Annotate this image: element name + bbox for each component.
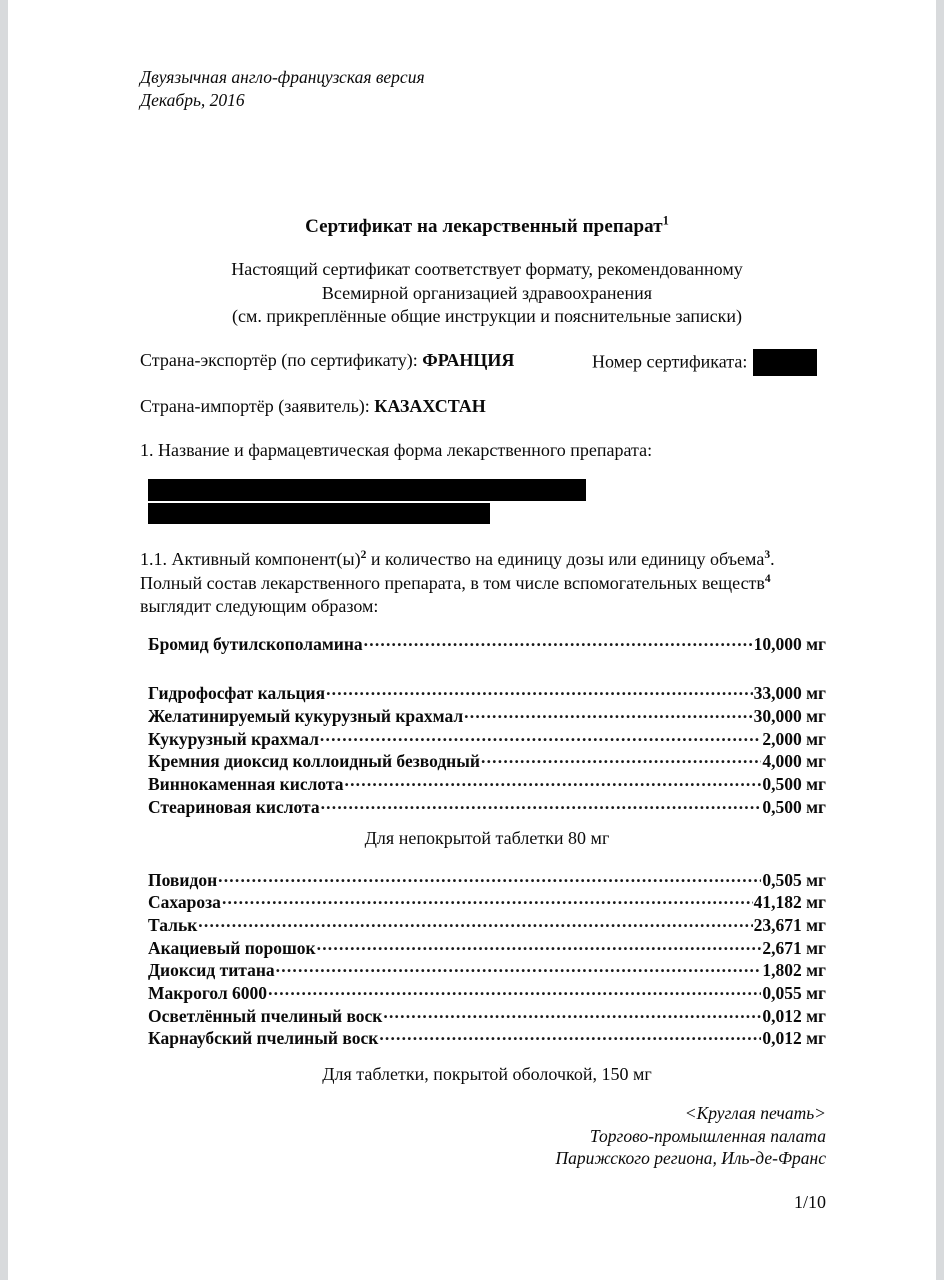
importer-country-label: Страна-импортёр (заявитель): bbox=[140, 396, 370, 416]
ingredient-amount: 0,012 мг bbox=[762, 1005, 826, 1026]
dot-leader bbox=[383, 1004, 761, 1022]
coating-ingredients-list bbox=[148, 868, 826, 1050]
ingredient-row bbox=[148, 959, 826, 982]
document-page bbox=[8, 0, 936, 1280]
dot-leader bbox=[222, 891, 753, 909]
ingredient-row bbox=[148, 936, 826, 959]
footnote-marker-2: 2 bbox=[360, 549, 367, 561]
section-1-1-line1-c: . bbox=[770, 549, 775, 569]
ingredient-name: Осветлённый пчелиный воск bbox=[148, 1005, 383, 1026]
ingredient-name: Бромид бутилскополамина bbox=[148, 633, 363, 654]
ingredient-name: Гидрофосфат кальция bbox=[148, 683, 326, 704]
certificate-number-redaction-box bbox=[753, 349, 817, 376]
ingredient-name: Тальк bbox=[148, 914, 198, 935]
ingredient-name: Сахароза bbox=[148, 892, 221, 913]
ingredient-row bbox=[148, 891, 826, 914]
product-name-redaction-bar-2 bbox=[148, 503, 490, 524]
dot-leader bbox=[317, 936, 762, 954]
ingredient-row bbox=[148, 750, 826, 773]
dot-leader bbox=[268, 982, 761, 1000]
ingredient-row bbox=[148, 913, 826, 936]
ingredient-row bbox=[148, 795, 826, 818]
ingredient-row bbox=[148, 868, 826, 891]
page-right-margin-strip bbox=[936, 0, 944, 1280]
exporter-country-label: Страна-экспортёр (по сертификату): bbox=[140, 350, 418, 370]
ingredient-row bbox=[148, 1004, 826, 1027]
intro-line-1: Настоящий сертификат соответствует формату, рекомендованному bbox=[231, 259, 743, 279]
ingredient-name: Акациевый порошок bbox=[148, 937, 316, 958]
section-1-1-line1-b: и количество на единицу дозы или единицу объема bbox=[366, 549, 765, 569]
ingredient-name: Желатинируемый кукурузный крахмал bbox=[148, 705, 464, 726]
dot-leader bbox=[364, 632, 753, 650]
importer-country-row bbox=[140, 396, 486, 417]
exporter-country-value: ФРАНЦИЯ bbox=[422, 350, 515, 370]
dot-leader bbox=[218, 868, 761, 886]
intro-paragraph bbox=[140, 258, 834, 329]
ingredient-amount: 41,182 мг bbox=[753, 892, 826, 913]
dot-leader bbox=[481, 750, 761, 768]
dot-leader bbox=[345, 773, 762, 791]
ingredient-amount: 10,000 мг bbox=[753, 633, 826, 654]
ingredient-name: Диоксид титана bbox=[148, 960, 275, 981]
dot-leader bbox=[379, 1027, 761, 1045]
ingredient-amount: 0,012 мг bbox=[762, 1028, 826, 1049]
ingredient-amount: 2,671 мг bbox=[762, 937, 826, 958]
ingredient-row bbox=[148, 773, 826, 796]
dot-leader bbox=[321, 795, 762, 813]
ingredient-row bbox=[148, 632, 826, 655]
ingredient-amount: 1,802 мг bbox=[762, 960, 826, 981]
footnote-marker-3: 3 bbox=[764, 549, 771, 561]
ingredient-amount: 4,000 мг bbox=[762, 751, 826, 772]
section-1-1-line1-a: 1.1. Активный компонент(ы) bbox=[140, 549, 361, 569]
page-left-margin-strip bbox=[0, 0, 8, 1280]
intro-line-2: Всемирной организацией здравоохранения bbox=[321, 282, 653, 303]
certificate-number-label: Номер сертификата: bbox=[592, 351, 748, 372]
ingredient-name: Кремния диоксид коллоидный безводный bbox=[148, 751, 481, 772]
section-1-1-line3: выглядит следующим образом: bbox=[140, 596, 379, 616]
uncoated-tablet-caption: Для непокрытой таблетки 80 мг bbox=[364, 828, 610, 848]
dot-leader bbox=[198, 913, 752, 931]
document-header bbox=[140, 66, 640, 112]
section-1-heading: 1. Название и фармацевтическая форма лекарственного препарата: bbox=[140, 440, 653, 460]
date-line: Декабрь, 2016 bbox=[140, 90, 245, 110]
ingredient-amount: 0,500 мг bbox=[762, 774, 826, 795]
ingredient-row bbox=[148, 1027, 826, 1050]
ingredient-row bbox=[148, 982, 826, 1005]
ingredient-amount: 23,671 мг bbox=[753, 914, 826, 935]
ingredient-name: Макрогол 6000 bbox=[148, 983, 268, 1004]
section-1-1-line2-a: Полный состав лекарственного препарата, в том числе вспомогательных веществ bbox=[140, 572, 765, 593]
seal-line-1: <Круглая печать> bbox=[684, 1103, 826, 1123]
ingredient-name: Виннокаменная кислота bbox=[148, 774, 344, 795]
ingredient-row bbox=[148, 727, 826, 750]
active-ingredients-list bbox=[148, 632, 826, 818]
dot-leader bbox=[464, 704, 752, 722]
dot-leader bbox=[320, 727, 761, 745]
intro-line-3: (см. прикреплённые общие инструкции и пояснительные записки) bbox=[232, 306, 742, 326]
seal-line-2: Торгово-промышленная палата bbox=[589, 1125, 826, 1146]
ingredient-row bbox=[148, 682, 826, 705]
ingredient-amount: 33,000 мг bbox=[753, 683, 826, 704]
ingredient-row bbox=[148, 704, 826, 727]
ingredient-amount: 0,505 мг bbox=[762, 869, 826, 890]
page-number: 1/10 bbox=[793, 1192, 826, 1212]
importer-country-value: КАЗАХСТАН bbox=[374, 396, 486, 416]
ingredient-name: Кукурузный крахмал bbox=[148, 728, 319, 749]
ingredient-amount: 2,000 мг bbox=[762, 728, 826, 749]
seal-block bbox=[140, 1102, 826, 1170]
ingredient-amount: 0,500 мг bbox=[762, 796, 826, 817]
ingredient-amount: 0,055 мг bbox=[762, 983, 826, 1004]
ingredient-name: Стеариновая кислота bbox=[148, 796, 320, 817]
ingredient-amount: 30,000 мг bbox=[753, 705, 826, 726]
ingredient-name: Повидон bbox=[148, 869, 218, 890]
footnote-marker-4: 4 bbox=[764, 572, 771, 585]
page-title bbox=[140, 213, 834, 238]
dot-leader bbox=[326, 682, 753, 700]
title-footnote-marker: 1 bbox=[662, 213, 669, 228]
product-name-redaction-bar-1 bbox=[148, 479, 586, 501]
coated-tablet-caption: Для таблетки, покрытой оболочкой, 150 мг bbox=[322, 1064, 652, 1084]
version-line: Двуязычная англо-французская версия bbox=[140, 67, 425, 87]
dot-leader bbox=[276, 959, 762, 977]
page-title-text: Сертификат на лекарственный препарат bbox=[305, 216, 663, 237]
certificate-number-row bbox=[592, 350, 817, 377]
ingredient-name: Карнаубский пчелиный воск bbox=[148, 1028, 379, 1049]
section-1-1-paragraph bbox=[140, 548, 840, 619]
exporter-country-row bbox=[140, 350, 514, 371]
seal-line-3: Парижского региона, Иль-де-Франс bbox=[555, 1148, 826, 1168]
